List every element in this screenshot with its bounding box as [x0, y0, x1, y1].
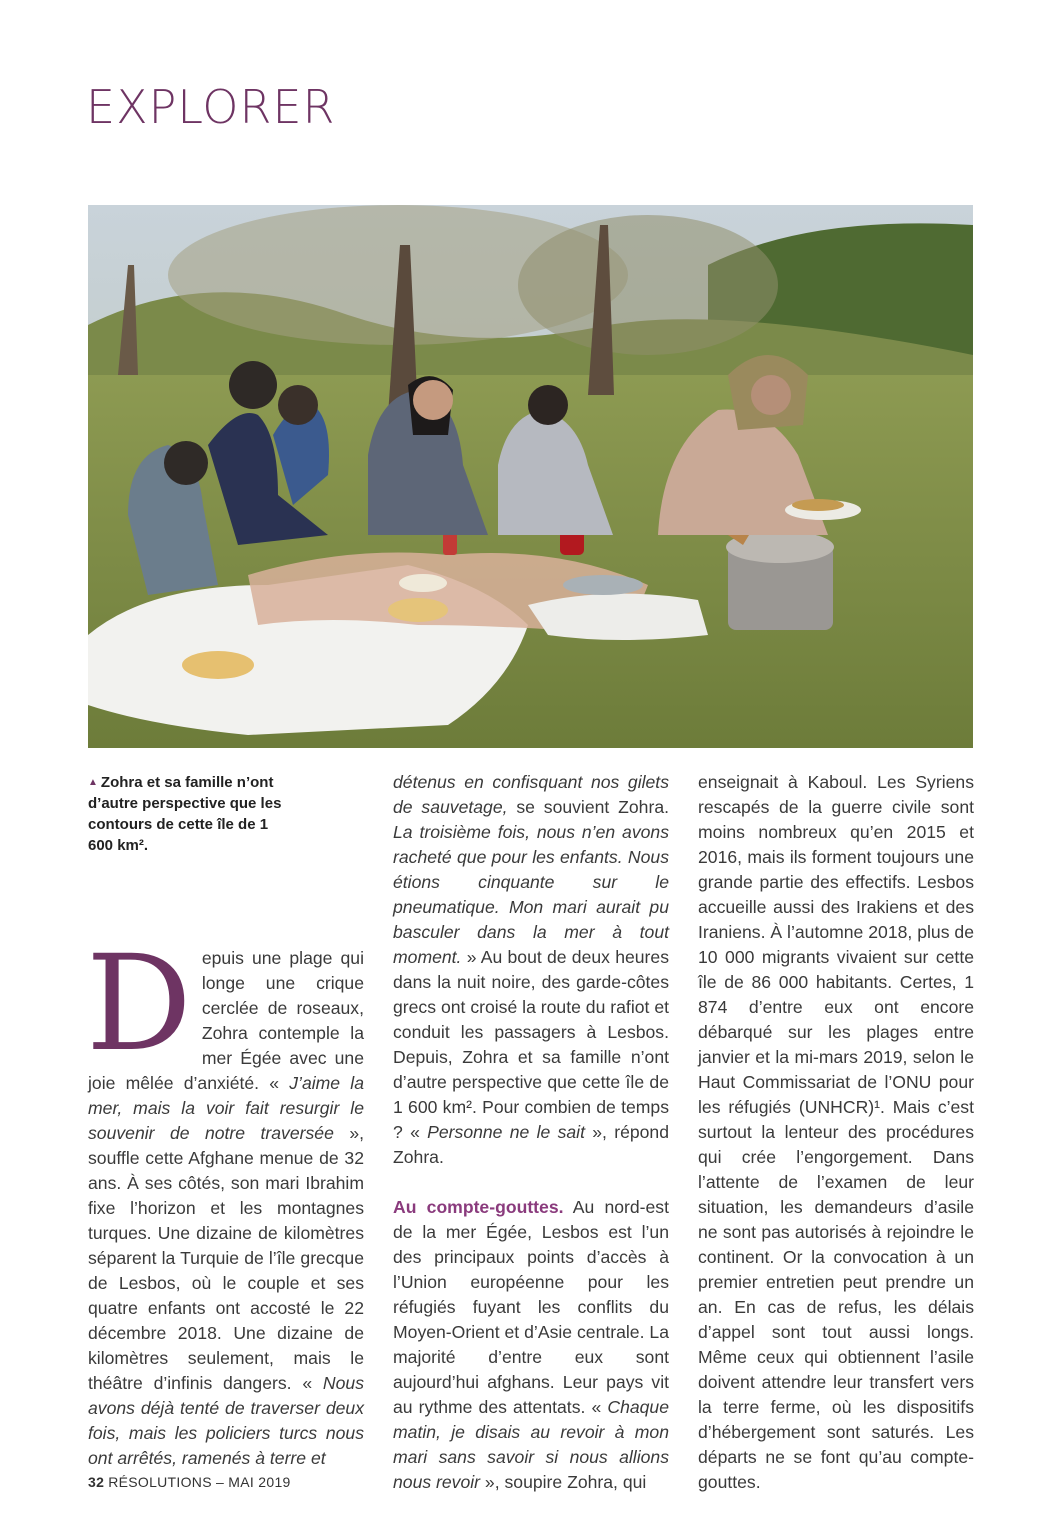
- body-text: », souffle cette Afghane menue de 32 ans. À ses côtés, son mari Ibrahim fixe l’horizon et les montagnes turques. Une dizaine de kilomètres séparent la Turquie de l’île grecque de Lesbos, où le couple et ses quatre enfants ont accosté le 22 décembre 2018. Une dizaine de kilomètres seulement, mais le théâtre d’infinis dangers. «: [88, 1123, 364, 1393]
- article-paragraph: [393, 1195, 669, 1495]
- quote-text: J’aime la mer, mais la voir fait resurgir le souvenir de notre traversée: [88, 1073, 364, 1143]
- article-photo: [88, 205, 973, 748]
- article-column-3: [698, 770, 974, 1495]
- quote-text: détenus en confisquant nos gilets de sauvetage,: [393, 772, 669, 817]
- drop-cap: D: [86, 927, 192, 1081]
- body-text: », répond Zohra.: [393, 1122, 669, 1167]
- caption-text: Zohra et sa famille n’ont d’autre perspective que les contours de cette île de 1 600 km².: [88, 774, 282, 854]
- body-text: Au nord-est de la mer Égée, Lesbos est l’un des principaux points d’accès à l’Union européenne pour les réfugiés fuyant les conflits du Moyen-Orient et d’Asie centrale. La majorité d’entre eux sont aujourd’hui afghans. Leur pays vit au rythme des attentats. «: [393, 1197, 669, 1417]
- quote-text: Chaque matin, je disais au revoir à mon mari sans savoir si nous allions nous revoir: [393, 1397, 669, 1492]
- quote-text: La troisième fois, nous n’en avons racheté que pour les enfants. Nous étions cinquante sur le pneumatique. Mon mari aurait pu basculer dans la mer à tout moment.: [393, 822, 669, 967]
- article-paragraph: enseignait à Kaboul. Les Syriens rescapés de la guerre civile sont moins nombreux qu’en 2015 et 2016, mais ils forment toujours une grande partie des effectifs. Lesbos accueille aussi des Irakiens et des Iraniens. À l’automne 2018, plus de 10 000 migrants vivaient sur cette île de 86 000 habitants. Certes, 1 874 d’entre eux ont encore débarqué sur les plages entre janvier et la mi-mars 2019, selon le Haut Commissariat de l’ONU pour les réfugiés (UNHCR)¹. Mais c’est surtout la lenteur des procédures qui crée l’engorgement. Dans l’attente de l’examen de leur situation, les demandeurs d’asile ne sont pas autorisés à rejoindre le continent. Or la convocation à un premier entretien peut prendre un an. En cas de refus, les délais d’appel sont tout aussi longs. Même ceux qui obtiennent l’asile doivent attendre leur transfert vers la terre ferme, où les dispositifs d’hébergement sont saturés. Les départs ne se font qu’au compte-gouttes.: [698, 772, 974, 1492]
- quote-text: Personne ne le sait: [427, 1122, 585, 1142]
- body-text: » Au bout de deux heures dans la nuit noire, des garde-côtes grecs ont croisé la route du rafiot et conduit les passagers à Lesbos. Depuis, Zohra et sa famille n’ont d’autre perspective que cette île de 1 600 km². Pour combien de temps ? «: [393, 947, 669, 1142]
- subheading: Au compte-gouttes.: [393, 1197, 564, 1217]
- article-paragraph: [393, 770, 669, 1170]
- page-footer: [88, 1474, 291, 1490]
- section-title: EXPLORER: [86, 80, 336, 134]
- body-text: », soupire Zohra, qui: [480, 1472, 647, 1492]
- page-number: 32: [88, 1474, 105, 1490]
- photo-caption: [88, 772, 288, 856]
- photo-illustration: [88, 205, 973, 748]
- article-column-2: [393, 770, 669, 1495]
- triangle-up-icon: ▲: [88, 777, 98, 788]
- publication-name: RÉSOLUTIONS – MAI 2019: [108, 1474, 291, 1490]
- body-text: epuis une plage qui longe une crique cerclée de roseaux, Zohra contemple la mer Égée avec une joie mêlée d’anxiété. «: [88, 948, 364, 1093]
- article-column-1: [86, 927, 364, 1471]
- body-text: se souvient Zohra.: [507, 797, 669, 817]
- article-paragraph: [86, 927, 364, 1471]
- quote-text: Nous avons déjà tenté de traverser deux fois, mais les policiers turcs nous ont arrêtés, ramenés à terre et: [88, 1373, 364, 1468]
